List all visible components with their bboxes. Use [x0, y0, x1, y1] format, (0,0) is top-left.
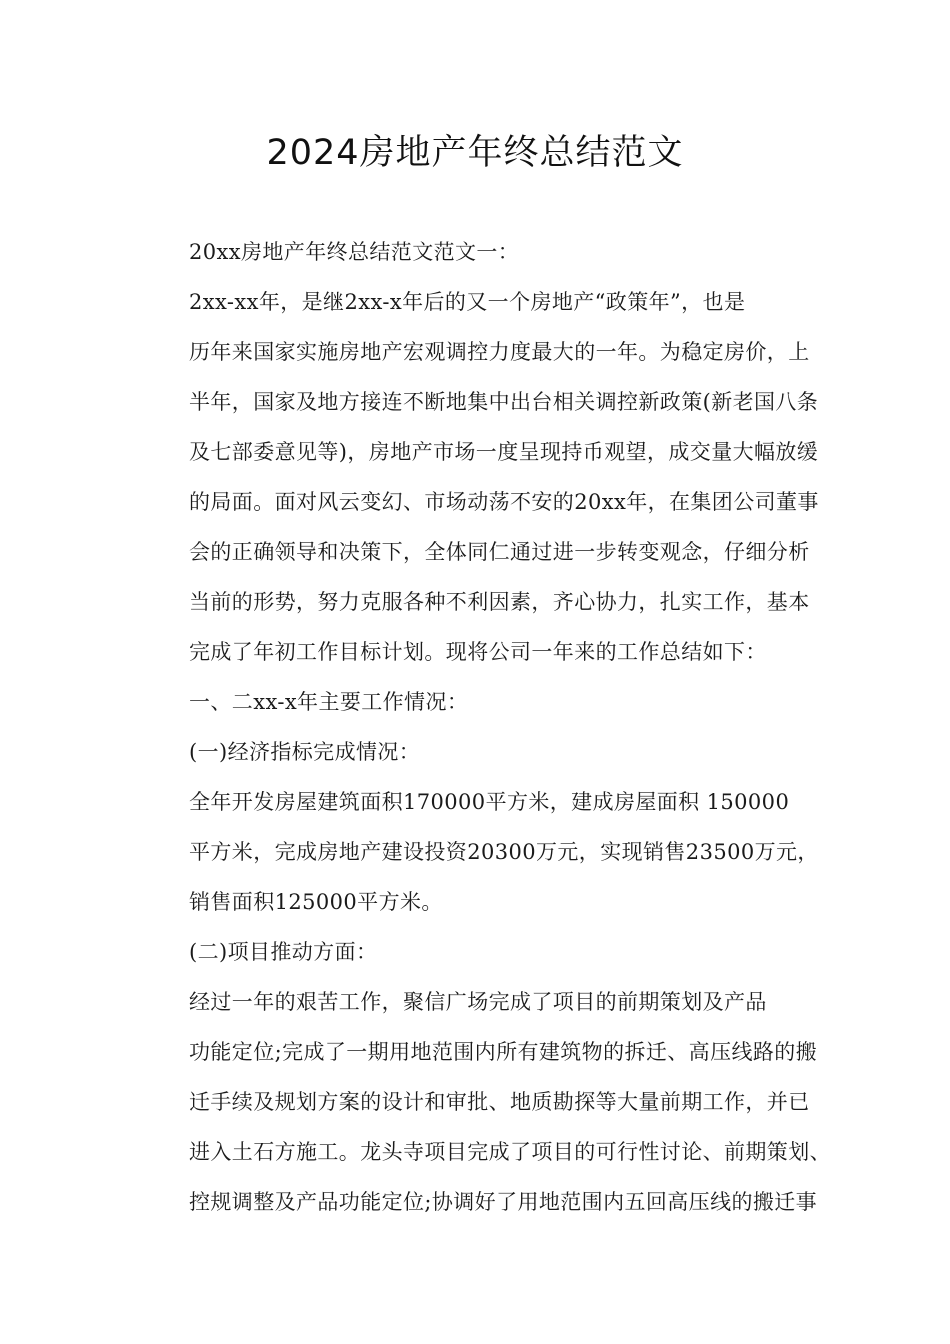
paragraph-intro — [145, 277, 827, 677]
paragraph-project-progress — [145, 977, 831, 1227]
text-line: 经过一年的艰苦工作，聚信广场完成了项目的前期策划及产品 — [189, 990, 767, 1014]
text-line: (一)经济指标完成情况： — [189, 740, 421, 764]
text-line: 会的正确领导和决策下，全体同仁通过进一步转变观念，仔细分析 — [189, 540, 810, 564]
text-line: 2xx-xx年，是继2xx-x年后的又一个房地产“政策年”，也是 — [189, 290, 746, 314]
text-line: 销售面积125000平方米。 — [189, 890, 443, 914]
text-line: 一、二xx-x年主要工作情况： — [189, 690, 469, 714]
document-body — [145, 227, 831, 1227]
text-line: 完成了年初工作目标计划。现将公司一年来的工作总结如下： — [189, 640, 767, 664]
text-line: 20xx房地产年终总结范文范文一： — [189, 240, 520, 264]
paragraph-economic-figures — [145, 777, 827, 927]
text-line: 全年开发房屋建筑面积170000平方米，建成房屋面积 150000 — [189, 790, 790, 814]
text-line: 的局面。面对风云变幻、市场动荡不安的20xx年，在集团公司董事 — [189, 490, 819, 514]
text-line: 平方米，完成房地产建设投资20300万元，实现销售23500万元， — [189, 840, 819, 864]
text-line: 历年来国家实施房地产宏观调控力度最大的一年。为稳定房价，上 — [189, 340, 810, 364]
paragraph-heading-fanwen-1 — [145, 227, 827, 277]
text-line: 控规调整及产品功能定位;协调好了用地范围内五回高压线的搬迁事 — [189, 1190, 818, 1214]
subsection-heading-project-progress — [145, 927, 827, 977]
text-line: 及七部委意见等)，房地产市场一度呈现持币观望，成交量大幅放缓 — [189, 440, 819, 464]
text-line: 当前的形势，努力克服各种不利因素，齐心协力，扎实工作，基本 — [189, 590, 810, 614]
text-line: 功能定位;完成了一期用地范围内所有建筑物的拆迁、高压线路的搬 — [189, 1040, 818, 1064]
subsection-heading-economic-indicators — [145, 727, 827, 777]
text-line: 半年，国家及地方接连不断地集中出台相关调控新政策(新老国八条 — [189, 390, 819, 414]
text-line: (二)项目推动方面： — [189, 940, 378, 964]
document-title: 2024房地产年终总结范文 — [266, 133, 684, 173]
text-line: 进入土石方施工。龙头寺项目完成了项目的可行性讨论、前期策划、 — [189, 1140, 831, 1164]
section-heading-main-work — [145, 677, 827, 727]
text-line: 迁手续及规划方案的设计和审批、地质勘探等大量前期工作，并已 — [189, 1090, 810, 1114]
